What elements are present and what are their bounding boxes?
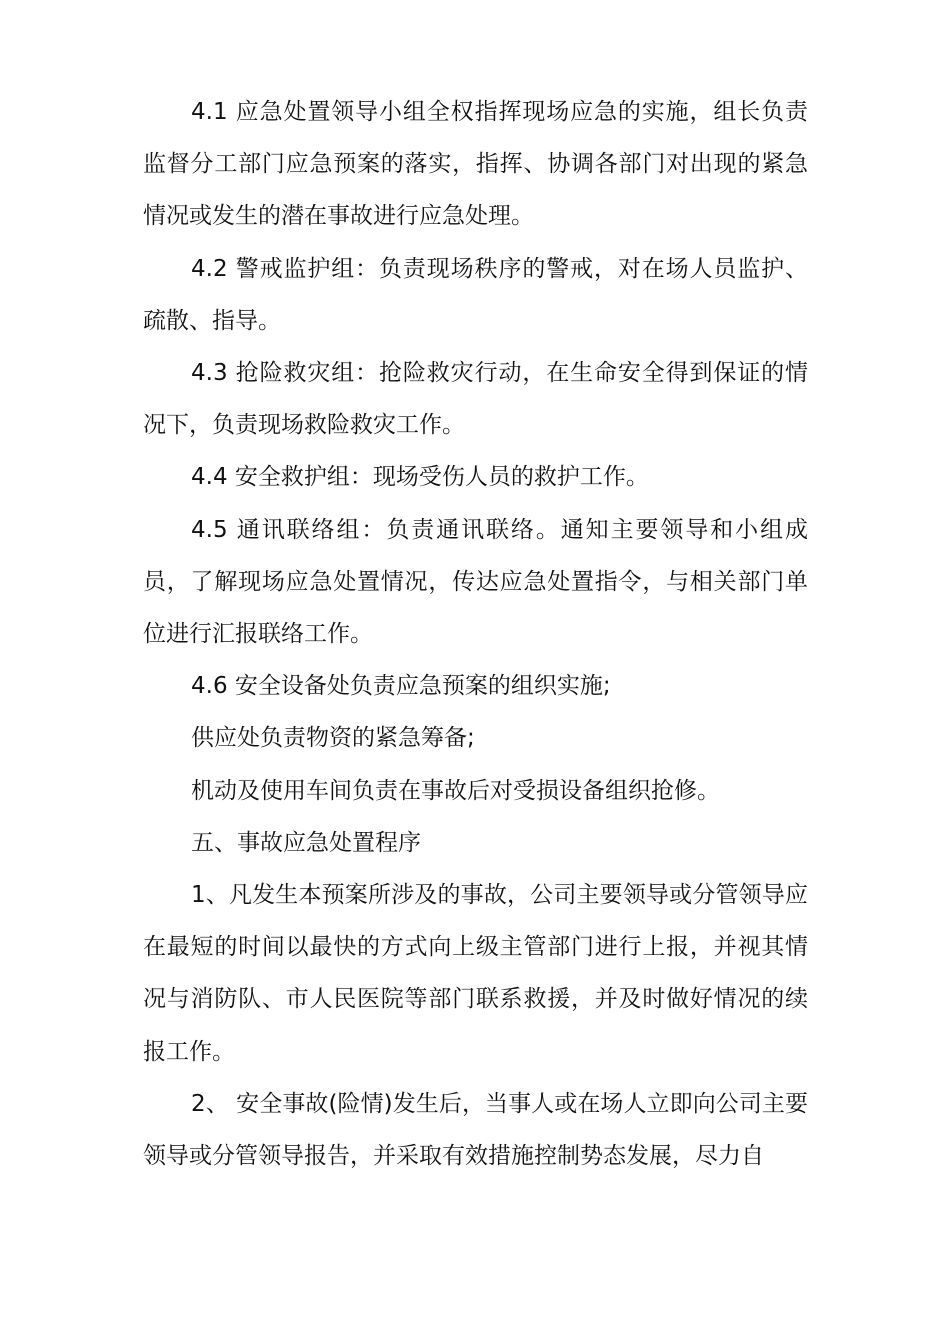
paragraph-4-4: 4.4 安全救护组：现场受伤人员的救护工作。 <box>191 464 649 491</box>
document-body <box>143 86 808 1182</box>
paragraph-supply-dept: 供应处负责物资的紧急筹备; <box>191 725 475 752</box>
paragraph-procedure-2: 2、 安全事故(险情)发生后，当事人或在场人立即向公司主要领导或分管领导报告，并采取有效措施控制势态发展，尽力自 <box>143 1090 808 1170</box>
paragraph-procedure-1: 1、凡发生本预案所涉及的事故，公司主要领导或分管领导应在最短的时间以最快的方式向上级主管部门进行上报，并视其情况与消防队、市人民医院等部门联系救援，并及时做好情况的续报工作。 <box>143 882 808 1065</box>
paragraph-4-1: 4.1 应急处置领导小组全权指挥现场应急的实施，组长负责监督分工部门应急预案的落实，指挥、协调各部门对出现的紧急情况或发生的潜在事故进行应急处理。 <box>143 99 808 230</box>
paragraph-4-2: 4.2 警戒监护组：负责现场秩序的警戒，对在场人员监护、疏散、指导。 <box>143 255 808 334</box>
paragraph-workshop: 机动及使用车间负责在事故后对受损设备组织抢修。 <box>191 777 720 804</box>
section-heading-5: 五、事故应急处置程序 <box>191 829 421 856</box>
paragraph-4-3: 4.3 抢险救灾组：抢险救灾行动，在生命安全得到保证的情况下，负责现场救险救灾工作。 <box>143 360 808 439</box>
paragraph-4-6: 4.6 安全设备处负责应急预案的组织实施; <box>191 673 611 700</box>
paragraph-4-5: 4.5 通讯联络组：负责通讯联络。通知主要领导和小组成员，了解现场应急处置情况，传达应急处置指令，与相关部门单位进行汇报联络工作。 <box>143 516 808 648</box>
